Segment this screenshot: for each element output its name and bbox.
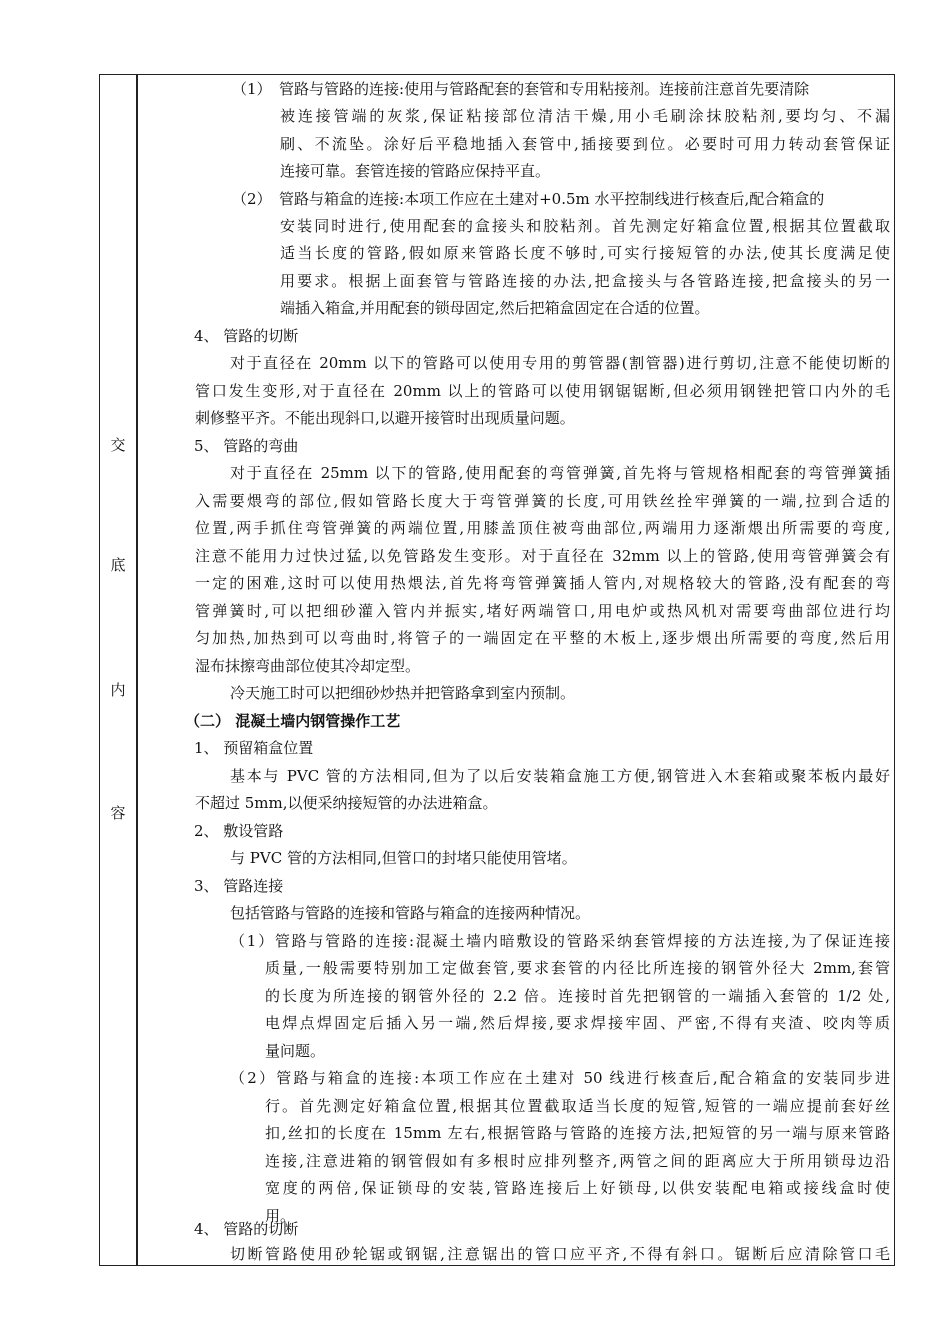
text-line: 匀加热,加热到可以弯曲时,将管子的一端固定在平整的木板上,逐步煨出所需要的弯度,然后用 [195,629,890,647]
text-line: 量问题。 [265,1042,326,1060]
text-line: 对于直径在 20mm 以下的管路可以使用专用的剪管器(割管器)进行剪切,注意不能使切断的 [230,354,890,372]
text-line: 连接,注意进箱的钢管假如有多根时应排列整齐,两管之间的距离应大于所用锁母边沿 [265,1152,890,1170]
text-line: 位置,两手抓住弯管弹簧的两端位置,用膝盖顶住被弯曲部位,两端用力逐渐煨出所需要的弯度, [195,519,890,537]
text-line: 注意不能用力过快过猛,以免管路发生变形。对于直径在 32mm 以上的管路,使用弯管弹簧会有 [195,547,890,565]
text-line: 用要求。根据上面套管与管路连接的办法,把盒接头与各管路连接,把盒接头的另一 [280,272,890,290]
text-line: 的长度为所连接的钢管外径的 2.2 倍。连接时首先把钢管的一端插入套管的 1/2 处, [265,987,890,1005]
side-label-char-1: 交 [110,436,126,454]
text-line: 对于直径在 25mm 以下的管路,使用配套的弯管弹簧,首先将与管规格相配套的弯管弹簧插 [230,464,890,482]
side-label-char-4: 容 [110,804,126,822]
text-line: 用。 [265,1207,296,1225]
text-line: 适当长度的管路,假如原来管路长度不够时,可实行接短管的办法,使其长度满足使 [280,244,890,262]
text-line: 刺修整平齐。不能出现斜口,以避开接管时出现质量问题。 [195,409,575,427]
section-heading: 5、 管路的弯曲 [194,437,299,455]
text-line: （1） 管路与管路的连接:使用与管路配套的套管和专用粘接剂。连接前注意首先要清除 [232,80,810,98]
side-label-char-2: 底 [110,556,126,574]
text-line: 管弹簧时,可以把细砂灌入管内并振实,堵好两端管口,用电炉或热风机对需要弯曲部位进行均 [195,602,890,620]
text-line: 一定的困难,这时可以使用热煨法,首先将弯管弹簧插人管内,对规格较大的管路,没有配套的弯 [195,574,890,592]
section-heading: 4、 管路的切断 [194,1220,299,1238]
subsection-heading: （二） 混凝土墙内钢管操作工艺 [185,712,401,730]
text-line: （2）管路与箱盒的连接:本项工作应在土建对 50 线进行核查后,配合箱盒的安装同步进 [230,1069,890,1087]
section-heading: 1、 预留箱盒位置 [194,739,314,757]
text-line: 基本与 PVC 管的方法相同,但为了以后安装箱盒施工方便,钢管进入木套箱或聚苯板内最好 [230,767,890,785]
section-heading: 4、 管路的切断 [194,327,299,345]
text-line: 端插入箱盒,并用配套的锁母固定,然后把箱盒固定在合适的位置。 [280,299,710,317]
section-heading: 3、 管路连接 [194,877,284,895]
text-line: 质量,一般需要特别加工定做套管,要求套管的内径比所连接的钢管外径大 2mm,套管 [265,959,890,977]
text-line: 连接可靠。套管连接的管路应保持平直。 [280,162,551,180]
text-line: 管口发生变形,对于直径在 20mm 以上的管路可以使用钢锯锯断,但必须用钢锉把管口内外的毛 [195,382,890,400]
text-line: 扣,丝扣的长度在 15mm 左右,根据管路与管路的连接方法,把短管的另一端与原来管路 [265,1124,890,1142]
text-line: 安装同时进行,使用配套的盒接头和胶粘剂。首先测定好箱盒位置,根据其位置截取 [280,217,890,235]
text-line: 湿布抹擦弯曲部位使其冷却定型。 [195,657,421,675]
column-divider [136,74,138,1266]
text-line: 被连接管端的灰浆,保证粘接部位清洁干燥,用小毛刷涂抹胶粘剂,要均匀、不漏 [280,107,890,125]
text-line: 入需要煨弯的部位,假如管路长度大于弯管弹簧的长度,可用铁丝拴牢弹簧的一端,拉到合适的 [195,492,890,510]
text-line: 电焊点焊固定后插入另一端,然后焊接,要求焊接牢固、严密,不得有夹渣、咬肉等质 [265,1014,890,1032]
text-line: 不超过 5mm,以便采纳接短管的办法进箱盒。 [195,794,498,812]
side-label-char-3: 内 [110,681,126,699]
section-heading: 2、 敷设管路 [194,822,284,840]
text-line: 包括管路与管路的连接和管路与箱盒的连接两种情况。 [230,904,591,922]
text-line: （1）管路与管路的连接:混凝土墙内暗敷设的管路采纳套管焊接的方法连接,为了保证连接 [230,932,890,950]
text-line: 与 PVC 管的方法相同,但管口的封堵只能使用管堵。 [230,849,577,867]
text-line: 刷、不流坠。涂好后平稳地插入套管中,插接要到位。必要时可用力转动套管保证 [280,135,890,153]
text-line: （2） 管路与箱盒的连接:本项工作应在土建对+0.5m 水平控制线进行核查后,配合箱盒的 [232,190,825,208]
text-line: 切断管路使用砂轮锯或钢锯,注意锯出的管口应平齐,不得有斜口。锯断后应清除管口毛 [230,1245,890,1263]
text-line: 宽度的两倍,保证锁母的安装,管路连接后上好锁母,以供安装配电箱或接线盒时使 [265,1179,890,1197]
text-line: 行。首先测定好箱盒位置,根据其位置截取适当长度的短管,短管的一端应提前套好丝 [265,1097,890,1115]
text-line: 冷天施工时可以把细砂炒热并把管路拿到室内预制。 [230,684,576,702]
